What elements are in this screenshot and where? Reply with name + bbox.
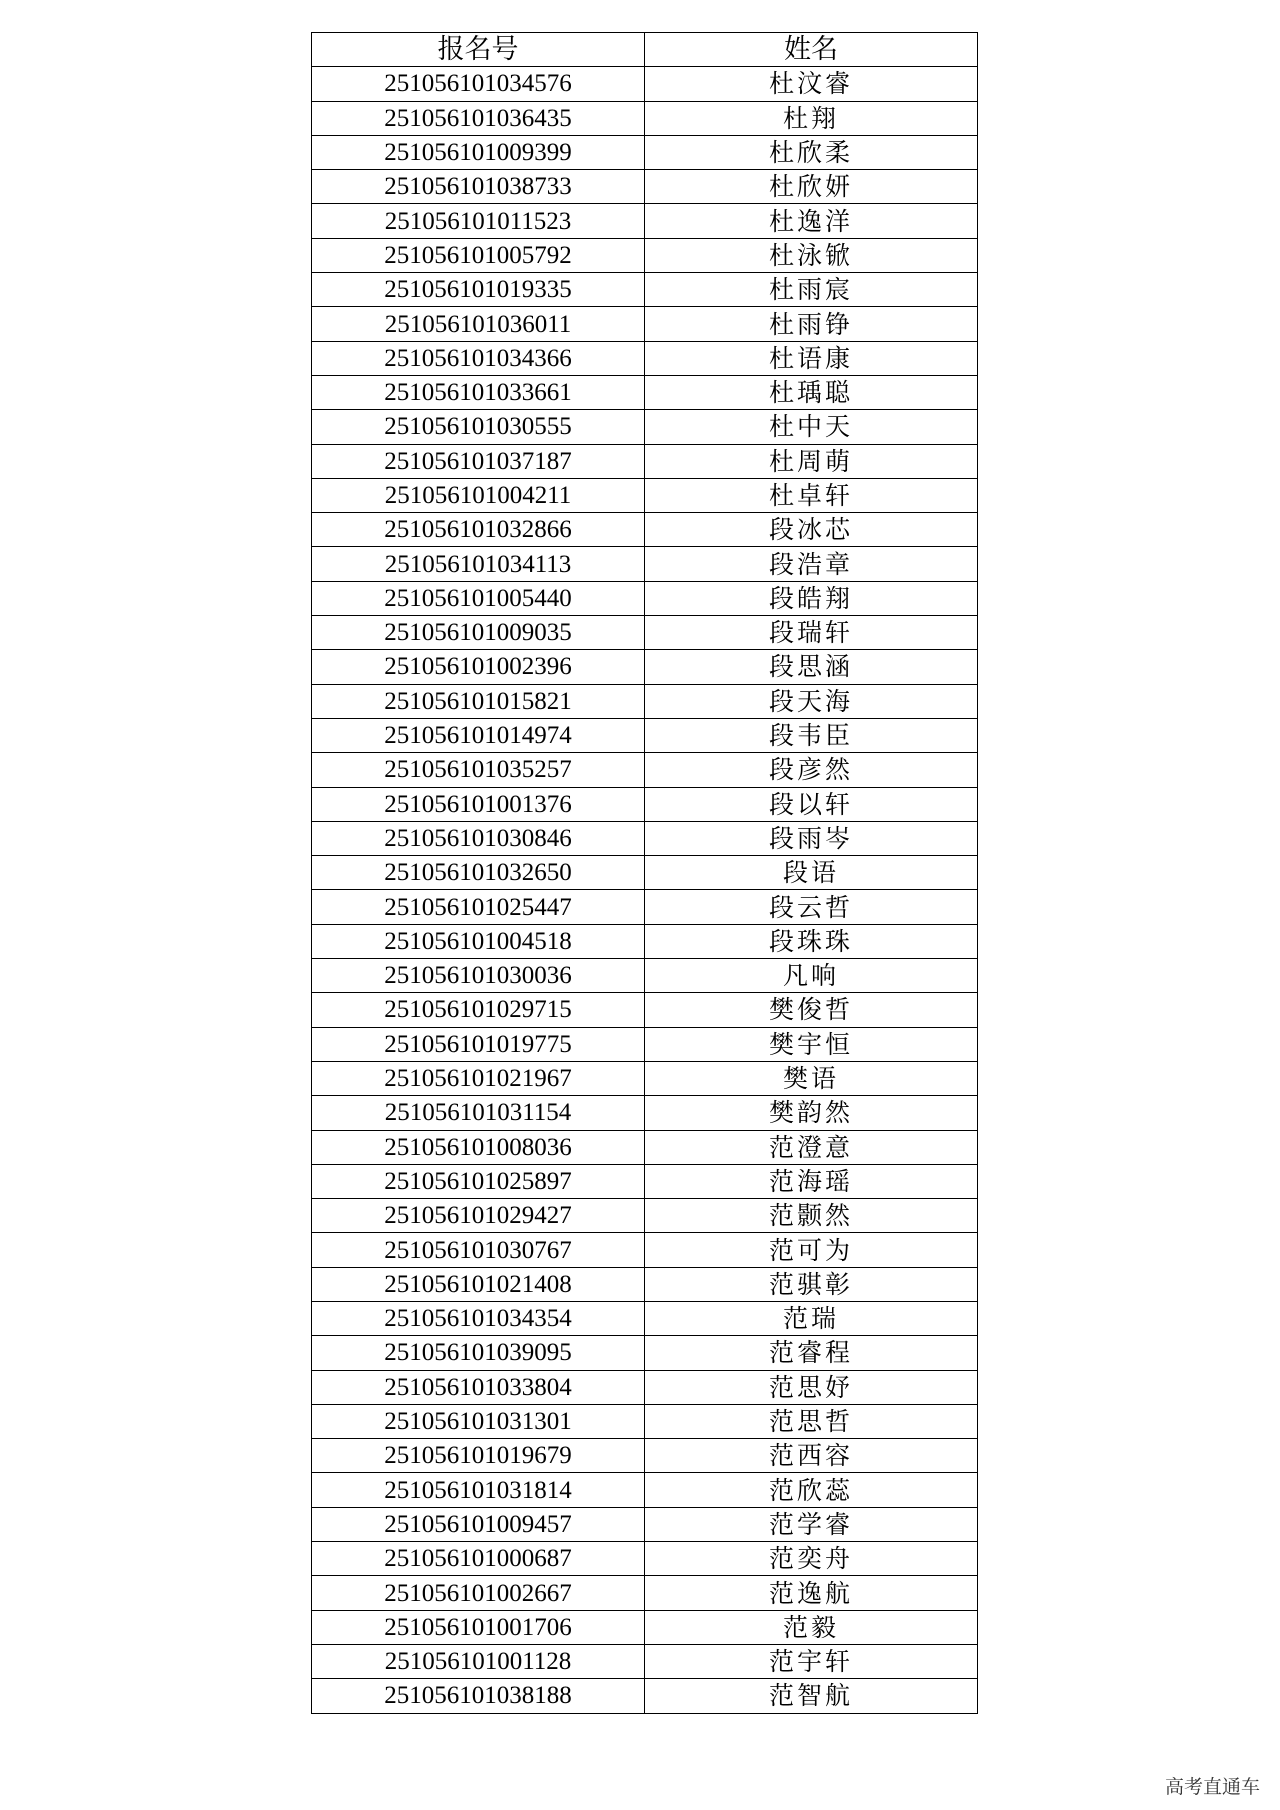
column-header-registration-number: 报名号 — [312, 33, 645, 67]
name-cell: 范澄意 — [645, 1130, 978, 1164]
table-row — [312, 101, 978, 135]
registration-number-cell: 251056101015821 — [312, 684, 645, 718]
registration-number-cell: 251056101034576 — [312, 67, 645, 101]
table-row — [312, 375, 978, 409]
registration-number-cell: 251056101008036 — [312, 1130, 645, 1164]
table-row — [312, 1301, 978, 1335]
table-row — [312, 1130, 978, 1164]
name-cell: 范欣蕊 — [645, 1473, 978, 1507]
table-row — [312, 170, 978, 204]
column-header-name: 姓名 — [645, 33, 978, 67]
table-row — [312, 67, 978, 101]
name-cell: 段皓翔 — [645, 581, 978, 615]
table-row — [312, 307, 978, 341]
name-cell: 杜逸洋 — [645, 204, 978, 238]
name-cell: 杜雨铮 — [645, 307, 978, 341]
name-cell: 范可为 — [645, 1233, 978, 1267]
registration-number-cell: 251056101031814 — [312, 1473, 645, 1507]
name-cell: 樊俊哲 — [645, 993, 978, 1027]
table-row — [312, 1027, 978, 1061]
name-cell: 段浩章 — [645, 547, 978, 581]
registration-number-cell: 251056101029427 — [312, 1199, 645, 1233]
table-row — [312, 238, 978, 272]
name-cell: 杜中天 — [645, 410, 978, 444]
table-row — [312, 924, 978, 958]
name-cell: 段珠珠 — [645, 924, 978, 958]
name-cell: 范逸航 — [645, 1576, 978, 1610]
table-row — [312, 1061, 978, 1095]
registration-number-cell: 251056101009457 — [312, 1507, 645, 1541]
registration-number-cell: 251056101035257 — [312, 753, 645, 787]
registration-number-cell: 251056101030036 — [312, 959, 645, 993]
table-row — [312, 1096, 978, 1130]
table-row — [312, 135, 978, 169]
registration-number-cell: 251056101000687 — [312, 1542, 645, 1576]
registration-number-cell: 251056101029715 — [312, 993, 645, 1027]
watermark-text: 高考直通车 — [1164, 1776, 1260, 1798]
registration-number-cell: 251056101005792 — [312, 238, 645, 272]
name-cell: 杜汶睿 — [645, 67, 978, 101]
registration-number-cell: 251056101036011 — [312, 307, 645, 341]
name-cell: 段雨岑 — [645, 821, 978, 855]
name-cell: 樊韵然 — [645, 1096, 978, 1130]
table-row — [312, 1336, 978, 1370]
table-row — [312, 890, 978, 924]
name-cell: 范智航 — [645, 1679, 978, 1713]
name-cell: 杜卓轩 — [645, 478, 978, 512]
table-row — [312, 581, 978, 615]
registration-number-cell: 251056101019335 — [312, 273, 645, 307]
name-cell: 杜欣柔 — [645, 135, 978, 169]
name-cell: 段思涵 — [645, 650, 978, 684]
table-row — [312, 1542, 978, 1576]
registration-number-cell: 251056101039095 — [312, 1336, 645, 1370]
name-cell: 段冰芯 — [645, 513, 978, 547]
name-cell: 段瑞轩 — [645, 616, 978, 650]
table-row — [312, 513, 978, 547]
name-cell: 范奕舟 — [645, 1542, 978, 1576]
table-row — [312, 1644, 978, 1678]
table-row — [312, 273, 978, 307]
name-cell: 段天海 — [645, 684, 978, 718]
registration-number-cell: 251056101033661 — [312, 375, 645, 409]
table-row — [312, 993, 978, 1027]
registration-number-cell: 251056101009399 — [312, 135, 645, 169]
registration-number-cell: 251056101030555 — [312, 410, 645, 444]
name-cell: 段韦臣 — [645, 718, 978, 752]
registration-number-cell: 251056101034366 — [312, 341, 645, 375]
registration-number-cell: 251056101030767 — [312, 1233, 645, 1267]
registration-number-cell: 251056101032866 — [312, 513, 645, 547]
registration-number-cell: 251056101019679 — [312, 1439, 645, 1473]
table-row — [312, 1439, 978, 1473]
table-row — [312, 1610, 978, 1644]
table-row — [312, 787, 978, 821]
registration-number-cell: 251056101004211 — [312, 478, 645, 512]
registration-number-cell: 251056101030846 — [312, 821, 645, 855]
name-cell: 段彦然 — [645, 753, 978, 787]
registration-number-cell: 251056101034113 — [312, 547, 645, 581]
table-row — [312, 753, 978, 787]
registration-number-cell: 251056101001706 — [312, 1610, 645, 1644]
registration-number-cell: 251056101033804 — [312, 1370, 645, 1404]
table-row — [312, 1576, 978, 1610]
table-row — [312, 1473, 978, 1507]
name-cell: 杜翔 — [645, 101, 978, 135]
table-row — [312, 444, 978, 478]
table-row — [312, 410, 978, 444]
name-cell: 杜周萌 — [645, 444, 978, 478]
table-row — [312, 204, 978, 238]
table-row — [312, 1199, 978, 1233]
name-cell: 范学睿 — [645, 1507, 978, 1541]
name-cell: 范思哲 — [645, 1404, 978, 1438]
name-cell: 杜泳锨 — [645, 238, 978, 272]
table-row — [312, 1370, 978, 1404]
registration-number-cell: 251056101002667 — [312, 1576, 645, 1610]
table-row — [312, 856, 978, 890]
registration-number-cell: 251056101021967 — [312, 1061, 645, 1095]
name-cell: 段以轩 — [645, 787, 978, 821]
table-header-row — [312, 33, 978, 67]
registration-number-cell: 251056101002396 — [312, 650, 645, 684]
table-row — [312, 684, 978, 718]
registration-number-cell: 251056101031301 — [312, 1404, 645, 1438]
registration-number-cell: 251056101001128 — [312, 1644, 645, 1678]
table-row — [312, 1507, 978, 1541]
registration-number-cell: 251056101011523 — [312, 204, 645, 238]
table-row — [312, 1164, 978, 1198]
name-cell: 杜雨宸 — [645, 273, 978, 307]
name-cell: 范颢然 — [645, 1199, 978, 1233]
registration-number-cell: 251056101005440 — [312, 581, 645, 615]
name-cell: 范思妤 — [645, 1370, 978, 1404]
name-cell: 范毅 — [645, 1610, 978, 1644]
table-row — [312, 547, 978, 581]
name-cell: 范海瑶 — [645, 1164, 978, 1198]
name-cell: 杜欣妍 — [645, 170, 978, 204]
table-row — [312, 1267, 978, 1301]
name-cell: 凡响 — [645, 959, 978, 993]
registration-number-cell: 251056101032650 — [312, 856, 645, 890]
registration-number-cell: 251056101025447 — [312, 890, 645, 924]
table-row — [312, 821, 978, 855]
registration-number-cell: 251056101025897 — [312, 1164, 645, 1198]
table-row — [312, 1679, 978, 1713]
registration-number-cell: 251056101038188 — [312, 1679, 645, 1713]
name-cell: 范骐彰 — [645, 1267, 978, 1301]
table-row — [312, 1404, 978, 1438]
registration-number-cell: 251056101019775 — [312, 1027, 645, 1061]
registration-number-cell: 251056101001376 — [312, 787, 645, 821]
registration-number-cell: 251056101036435 — [312, 101, 645, 135]
name-cell: 杜瑀聪 — [645, 375, 978, 409]
table-row — [312, 478, 978, 512]
table-body — [312, 67, 978, 1713]
table-row — [312, 341, 978, 375]
name-cell: 段语 — [645, 856, 978, 890]
registration-number-cell: 251056101038733 — [312, 170, 645, 204]
table-row — [312, 959, 978, 993]
table-row — [312, 1233, 978, 1267]
name-cell: 樊宇恒 — [645, 1027, 978, 1061]
table-row — [312, 616, 978, 650]
name-cell: 范西容 — [645, 1439, 978, 1473]
table-row — [312, 650, 978, 684]
name-cell: 段云哲 — [645, 890, 978, 924]
name-cell: 杜语康 — [645, 341, 978, 375]
name-cell: 樊语 — [645, 1061, 978, 1095]
registration-number-cell: 251056101014974 — [312, 718, 645, 752]
name-cell: 范宇轩 — [645, 1644, 978, 1678]
registration-number-cell: 251056101034354 — [312, 1301, 645, 1335]
table-row — [312, 718, 978, 752]
registration-number-cell: 251056101031154 — [312, 1096, 645, 1130]
registration-number-cell: 251056101004518 — [312, 924, 645, 958]
name-cell: 范睿程 — [645, 1336, 978, 1370]
registration-number-cell: 251056101009035 — [312, 616, 645, 650]
registration-number-cell: 251056101037187 — [312, 444, 645, 478]
registration-number-cell: 251056101021408 — [312, 1267, 645, 1301]
registration-table — [311, 32, 978, 1714]
name-cell: 范瑞 — [645, 1301, 978, 1335]
